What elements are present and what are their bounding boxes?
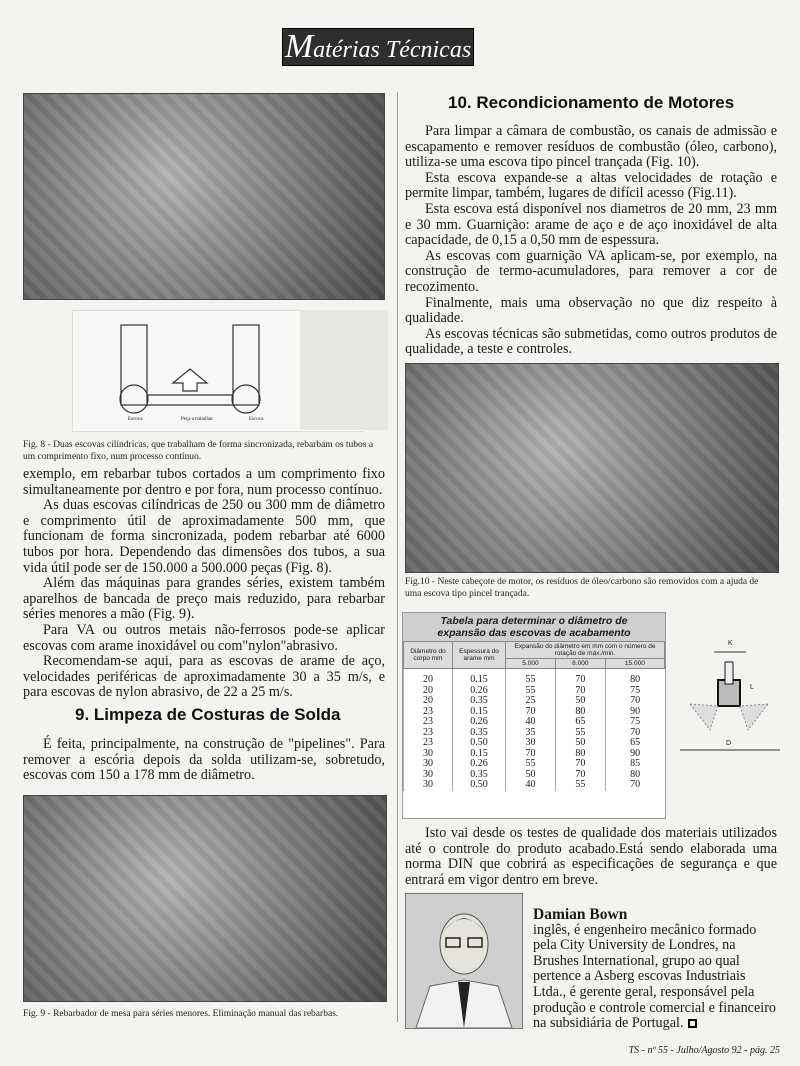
fig8-label-center: Peça a trabalhar xyxy=(181,417,213,422)
table-cell: 30 xyxy=(404,749,453,760)
right-column-text xyxy=(405,124,777,358)
table-cell: 80 xyxy=(605,669,664,686)
page-footer: TS - nº 55 - Julho/Agosto 92 - pág. 25 xyxy=(628,1045,780,1056)
table-cell: 70 xyxy=(506,707,556,718)
table-cell: 0.35 xyxy=(453,696,506,707)
table-cell: 20 xyxy=(404,669,453,686)
table-cell: 0.50 xyxy=(453,780,506,791)
table-cell: 70 xyxy=(555,686,605,697)
table-cell: 23 xyxy=(404,717,453,728)
paragraph: Isto vai desde os testes de qualidade dos materiais utilizados até o controle do produto acabado.Está sendo elaborada uma norma DIN que cobrirá as especificações de segurança e que entrará em vigor dentro em breve. xyxy=(405,825,777,888)
paragraph: As escovas técnicas são submetidas, como outros produtos de qualidade, a teste e controles. xyxy=(405,325,777,358)
table-row xyxy=(404,738,665,749)
fig10-caption: Fig.10 - Neste cabeçote de motor, os resíduos de óleo/carbono são removidos com a ajuda de uma escova tipo pincel trançada. xyxy=(405,577,759,599)
table-cell: 25 xyxy=(506,696,556,707)
table-cell: 0.15 xyxy=(453,707,506,718)
table-cell: 30 xyxy=(404,759,453,770)
right-column-text-2 xyxy=(405,826,777,888)
table-row xyxy=(404,780,665,791)
end-of-article-icon xyxy=(688,1019,697,1028)
paragraph: exemplo, em rebarbar tubos cortados a um comprimento fixo simultaneamente por dentro e por fora, num processo contínuo. xyxy=(23,466,385,498)
fig8-label-right: Escova xyxy=(249,417,264,422)
table-cell: 80 xyxy=(605,770,664,781)
schematic-label-l: L xyxy=(750,684,754,691)
table-cell: 55 xyxy=(555,728,605,739)
paragraph: Esta escova expande-se a altas velocidades de rotação e permite limpar, também, lugares de difícil acesso (Fig.11). xyxy=(405,169,777,202)
fig10-photo xyxy=(405,363,779,573)
table-cell: 0.15 xyxy=(453,669,506,686)
table-cell: 55 xyxy=(506,669,556,686)
paragraph: Recomendam-se aqui, para as escovas de arame de aço, velocidades periféricas de aproximadamente 30 a 35 m/s, e para escovas de nylon abrasivo, de 22 a 25 m/s. xyxy=(23,653,385,701)
table-cell: 23 xyxy=(404,738,453,749)
section-heading-9: 9. Limpeza de Costuras de Solda xyxy=(75,705,341,724)
col-header-body-diameter: Diâmetro do corpo mm xyxy=(404,642,453,669)
schematic-label-d: D xyxy=(726,740,732,747)
left-column-text-2 xyxy=(23,737,385,784)
table-cell: 70 xyxy=(555,669,605,686)
author-description: inglês, é engenheiro mecânico formado pela City University de Londres, na Brushes International, grupo ao qual pertence a Asberg escovas Industriais Ltda., é gerente geral, responsável pela produção e controle comercial e financeiro na subsidiária de Portugal. xyxy=(533,921,777,1032)
table-cell: 70 xyxy=(506,749,556,760)
fig8-caption: Fig. 8 - Duas escovas cilíndricas, que trabalham de forma sincronizada, rebarbam os tubos a um comprimento fixo, num processo contínuo. xyxy=(23,440,374,462)
table-cell: 0.26 xyxy=(453,717,506,728)
fig8-photo xyxy=(23,93,385,300)
table-row xyxy=(404,669,665,686)
expansion-data-table xyxy=(403,641,665,791)
paragraph: As duas escovas cilíndricas de 250 ou 300 mm de diâmetro e comprimento útil de aproximadamente 500 mm, que funcionam de forma sincronizada, podem rebarbar até 6000 tubos por hora. Dependendo das dimensões dos tubos, a sua vida útil pode ser de 150.000 a 500.000 peças (Fig. 8). xyxy=(23,497,385,576)
section-banner: Matérias Técnicas xyxy=(282,28,474,66)
table-cell: 0.15 xyxy=(453,749,506,760)
table-cell: 90 xyxy=(605,749,664,760)
paragraph: Esta escova está disponível nos diametros de 20 mm, 23 mm e 30 mm. Guarnição: arame de aço e de aço inoxidável de alta capacidade, de 0,15 a 0,50 mm de espessura. xyxy=(405,200,777,249)
table-cell: 70 xyxy=(605,696,664,707)
paragraph: Finalmente, mais uma observação no que diz respeito à qualidade. xyxy=(405,294,777,327)
table-cell: 75 xyxy=(605,717,664,728)
paragraph: Além das máquinas para grandes séries, existem também aparelhos de bancada de preço mais reduzido, para rebarbar séries menores a mão (Fig. 9). xyxy=(23,575,385,623)
table-cell: 0.50 xyxy=(453,738,506,749)
table-cell: 20 xyxy=(404,686,453,697)
author-photo xyxy=(405,893,523,1029)
table-title: Tabela para determinar o diâmetro de expansão das escovas de acabamento xyxy=(403,613,665,641)
table-cell: 40 xyxy=(506,717,556,728)
table-row xyxy=(404,717,665,728)
col-header-expansion: Expansão do diâmetro em mm com o número de rotação de máx./min. xyxy=(506,642,665,659)
table-cell: 55 xyxy=(506,686,556,697)
table-cell: 50 xyxy=(506,770,556,781)
table-cell: 70 xyxy=(555,770,605,781)
table-cell: 75 xyxy=(605,686,664,697)
col-header-rpm: 15.000 xyxy=(605,659,664,669)
table-cell: 80 xyxy=(555,707,605,718)
table-cell: 0.26 xyxy=(453,759,506,770)
table-cell: 0.35 xyxy=(453,770,506,781)
paragraph: É feita, principalmente, na construção de "pipelines". Para remover a escória depois da solda utilizam-se, sobretudo, escovas com 150 a 178 mm de diâmetro. xyxy=(23,736,385,784)
table-cell: 90 xyxy=(605,707,664,718)
table-cell: 0.26 xyxy=(453,686,506,697)
table-cell: 65 xyxy=(555,717,605,728)
fig9-caption: Fig. 9 - Rebarbador de mesa para séries menores. Eliminação manual das rebarbas. xyxy=(23,1009,339,1019)
table-cell: 30 xyxy=(506,738,556,749)
table-cell: 70 xyxy=(555,759,605,770)
table-cell: 23 xyxy=(404,728,453,739)
expansion-table xyxy=(402,612,666,819)
table-cell: 40 xyxy=(506,780,556,791)
brush-expansion-schematic xyxy=(670,640,790,760)
author-name: Damian Bown xyxy=(533,906,628,923)
col-header-wire-thickness: Espessura do arame mm xyxy=(453,642,506,669)
paragraph: Para limpar a câmara de combustão, os canais de admissão e escapamento e remover resíduos de combustão (óleo, carbono), utiliza-se uma escova tipo pincel trançada (Fig. 10). xyxy=(405,123,777,171)
fig8-label-left: Escova xyxy=(128,417,143,422)
table-cell: 70 xyxy=(605,728,664,739)
paragraph: Para VA ou outros metais não-ferrosos pode-se aplicar escovas com arame inoxidável ou com"nylon"abrasivo. xyxy=(23,621,385,654)
table-cell: 23 xyxy=(404,707,453,718)
table-cell: 30 xyxy=(404,780,453,791)
table-row xyxy=(404,759,665,770)
fig9-photo xyxy=(23,795,387,1002)
table-cell: 50 xyxy=(555,738,605,749)
column-divider xyxy=(397,92,398,1022)
table-cell: 20 xyxy=(404,696,453,707)
paragraph: As escovas com guarnição VA aplicam-se, por exemplo, na construção de termo-acumuladores, para remover a cor de recozimento. xyxy=(405,247,777,295)
table-cell: 55 xyxy=(555,780,605,791)
col-header-rpm: 5.000 xyxy=(506,659,556,669)
table-cell: 85 xyxy=(605,759,664,770)
col-header-rpm: 8.000 xyxy=(555,659,605,669)
section-heading-10: 10. Recondicionamento de Motores xyxy=(448,93,735,112)
fig8-diagram-side xyxy=(300,310,388,430)
table-row xyxy=(404,696,665,707)
table-cell: 30 xyxy=(404,770,453,781)
author-bio xyxy=(533,907,778,1032)
table-cell: 80 xyxy=(555,749,605,760)
table-cell: 0.35 xyxy=(453,728,506,739)
table-cell: 35 xyxy=(506,728,556,739)
left-column-text xyxy=(23,467,385,701)
table-cell: 70 xyxy=(605,780,664,791)
table-cell: 65 xyxy=(605,738,664,749)
table-cell: 55 xyxy=(506,759,556,770)
schematic-label-k: K xyxy=(728,640,733,647)
table-cell: 50 xyxy=(555,696,605,707)
